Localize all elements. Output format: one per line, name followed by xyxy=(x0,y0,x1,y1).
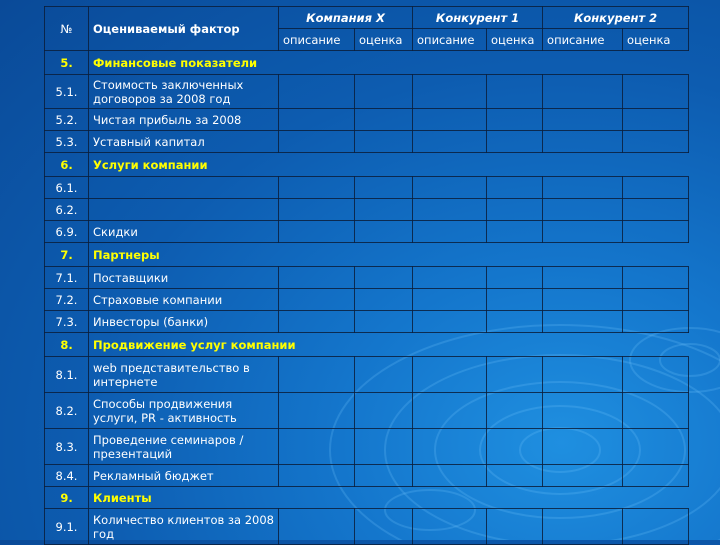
competitor-2-rating-cell[interactable] xyxy=(623,509,689,545)
header-num-label: № xyxy=(60,21,73,36)
competitor-2-description-cell[interactable] xyxy=(543,177,623,199)
table-row xyxy=(45,357,689,393)
competitor-2-rating-cell[interactable] xyxy=(623,429,689,465)
company-x-rating-cell[interactable] xyxy=(355,311,413,333)
header-competitor-2: Конкурент 2 xyxy=(543,7,689,29)
row-number: 7.3. xyxy=(45,311,89,333)
header-factor-label: Оцениваемый фактор xyxy=(93,21,240,36)
competitor-1-rating-cell[interactable] xyxy=(487,429,543,465)
table-row xyxy=(45,221,689,243)
competitor-1-description-cell[interactable] xyxy=(413,393,487,429)
competitor-1-rating-cell[interactable] xyxy=(487,75,543,109)
table-row xyxy=(45,465,689,487)
competitor-1-rating-cell[interactable] xyxy=(487,267,543,289)
competitor-1-description-cell[interactable] xyxy=(413,465,487,487)
competitor-1-rating-cell[interactable] xyxy=(487,393,543,429)
company-x-rating-cell[interactable] xyxy=(355,429,413,465)
company-x-description-cell[interactable] xyxy=(279,393,355,429)
competitor-1-rating-cell[interactable] xyxy=(487,289,543,311)
competitor-1-description-cell[interactable] xyxy=(413,311,487,333)
competitor-1-description-cell[interactable] xyxy=(413,267,487,289)
company-x-description-cell[interactable] xyxy=(279,357,355,393)
competitor-1-rating-cell[interactable] xyxy=(487,221,543,243)
factor-label: Поставщики xyxy=(89,267,279,289)
sub-description-company-x: описание xyxy=(279,29,355,51)
company-x-description-cell[interactable] xyxy=(279,109,355,131)
table-row xyxy=(45,393,689,429)
competitor-1-rating-cell[interactable] xyxy=(487,509,543,545)
competitor-2-description-cell[interactable] xyxy=(543,131,623,153)
competitor-2-description-cell[interactable] xyxy=(543,357,623,393)
company-x-description-cell[interactable] xyxy=(279,177,355,199)
header-company-x: Компания X xyxy=(279,7,413,29)
row-number: 7.2. xyxy=(45,289,89,311)
row-number: 5.2. xyxy=(45,109,89,131)
row-number: 8.3. xyxy=(45,429,89,465)
section-row xyxy=(45,153,689,177)
section-title: Услуги компании xyxy=(89,153,689,177)
factor-label: Скидки xyxy=(89,221,279,243)
company-x-rating-cell[interactable] xyxy=(355,509,413,545)
competitor-2-rating-cell[interactable] xyxy=(623,393,689,429)
company-x-rating-cell[interactable] xyxy=(355,199,413,221)
competitor-1-rating-cell[interactable] xyxy=(487,109,543,131)
company-x-description-cell[interactable] xyxy=(279,509,355,545)
table-row xyxy=(45,109,689,131)
competitor-2-description-cell[interactable] xyxy=(543,393,623,429)
section-title: Продвижение услуг компании xyxy=(89,333,689,357)
table-row xyxy=(45,267,689,289)
competitor-2-description-cell[interactable] xyxy=(543,465,623,487)
table-row xyxy=(45,289,689,311)
table-row xyxy=(45,509,689,545)
competitor-1-description-cell[interactable] xyxy=(413,75,487,109)
factor-label: Уставный капитал xyxy=(89,131,279,153)
sub-description-competitor-1: описание xyxy=(413,29,487,51)
competitor-1-description-cell[interactable] xyxy=(413,289,487,311)
company-x-rating-cell[interactable] xyxy=(355,131,413,153)
competitor-2-description-cell[interactable] xyxy=(543,289,623,311)
competitor-2-rating-cell[interactable] xyxy=(623,109,689,131)
company-x-rating-cell[interactable] xyxy=(355,75,413,109)
table-row xyxy=(45,199,689,221)
table-row xyxy=(45,131,689,153)
row-number: 8.4. xyxy=(45,465,89,487)
header-factor-cell xyxy=(89,7,279,51)
competitor-2-description-cell[interactable] xyxy=(543,267,623,289)
company-x-description-cell[interactable] xyxy=(279,267,355,289)
company-x-rating-cell[interactable] xyxy=(355,221,413,243)
competitor-1-rating-cell[interactable] xyxy=(487,177,543,199)
competitor-2-rating-cell[interactable] xyxy=(623,131,689,153)
row-number: 6.1. xyxy=(45,177,89,199)
sub-rating-competitor-1: оценка xyxy=(487,29,543,51)
competitor-2-rating-cell[interactable] xyxy=(623,357,689,393)
factor-label: Количество клиентов за 2008 год xyxy=(89,509,279,545)
row-number: 5.1. xyxy=(45,75,89,109)
table-row xyxy=(45,75,689,109)
company-x-description-cell[interactable] xyxy=(279,311,355,333)
company-x-description-cell[interactable] xyxy=(279,221,355,243)
competitor-2-rating-cell[interactable] xyxy=(623,199,689,221)
competitor-2-rating-cell[interactable] xyxy=(623,267,689,289)
company-x-rating-cell[interactable] xyxy=(355,109,413,131)
section-title: Партнеры xyxy=(89,243,689,267)
section-row xyxy=(45,333,689,357)
row-number: 5.3. xyxy=(45,131,89,153)
company-x-rating-cell[interactable] xyxy=(355,289,413,311)
sub-description-competitor-2: описание xyxy=(543,29,623,51)
competitor-2-rating-cell[interactable] xyxy=(623,289,689,311)
header-num-cell xyxy=(45,7,89,51)
section-row xyxy=(45,243,689,267)
competitor-1-rating-cell[interactable] xyxy=(487,357,543,393)
table-row xyxy=(45,429,689,465)
competitor-2-description-cell[interactable] xyxy=(543,199,623,221)
competitor-1-description-cell[interactable] xyxy=(413,509,487,545)
row-number: 7. xyxy=(45,243,89,267)
competitor-2-rating-cell[interactable] xyxy=(623,465,689,487)
company-x-rating-cell[interactable] xyxy=(355,357,413,393)
factor-label: Проведение семинаров / презентаций xyxy=(89,429,279,465)
company-x-description-cell[interactable] xyxy=(279,75,355,109)
factor-label xyxy=(89,199,279,221)
header-competitor-1: Конкурент 1 xyxy=(413,7,543,29)
table-row xyxy=(45,177,689,199)
factor-label: web представительство в интернете xyxy=(89,357,279,393)
company-x-description-cell[interactable] xyxy=(279,429,355,465)
factor-label: Чистая прибыль за 2008 xyxy=(89,109,279,131)
company-x-rating-cell[interactable] xyxy=(355,393,413,429)
factor-label: Инвесторы (банки) xyxy=(89,311,279,333)
competitor-1-rating-cell[interactable] xyxy=(487,199,543,221)
competitor-2-description-cell[interactable] xyxy=(543,429,623,465)
section-row xyxy=(45,51,689,75)
competitor-2-description-cell[interactable] xyxy=(543,221,623,243)
row-number: 9. xyxy=(45,487,89,509)
factor-label xyxy=(89,177,279,199)
company-x-description-cell[interactable] xyxy=(279,289,355,311)
sub-rating-company-x: оценка xyxy=(355,29,413,51)
row-number: 6.2. xyxy=(45,199,89,221)
factor-label: Стоимость заключенных договоров за 2008 год xyxy=(89,75,279,109)
competitor-2-rating-cell[interactable] xyxy=(623,221,689,243)
row-number: 6.9. xyxy=(45,221,89,243)
factor-label: Способы продвижения услуги, PR - активность xyxy=(89,393,279,429)
competitor-1-description-cell[interactable] xyxy=(413,199,487,221)
row-number: 8. xyxy=(45,333,89,357)
comparison-table xyxy=(44,6,689,545)
company-x-rating-cell[interactable] xyxy=(355,267,413,289)
competitor-2-rating-cell[interactable] xyxy=(623,177,689,199)
row-number: 8.2. xyxy=(45,393,89,429)
row-number: 6. xyxy=(45,153,89,177)
competitor-1-description-cell[interactable] xyxy=(413,429,487,465)
company-x-description-cell[interactable] xyxy=(279,465,355,487)
row-number: 7.1. xyxy=(45,267,89,289)
competitor-1-description-cell[interactable] xyxy=(413,357,487,393)
competitor-1-rating-cell[interactable] xyxy=(487,311,543,333)
factor-label: Страховые компании xyxy=(89,289,279,311)
competitor-2-description-cell[interactable] xyxy=(543,109,623,131)
competitor-2-description-cell[interactable] xyxy=(543,311,623,333)
sub-rating-competitor-2: оценка xyxy=(623,29,689,51)
section-title: Финансовые показатели xyxy=(89,51,689,75)
competitor-1-description-cell[interactable] xyxy=(413,177,487,199)
company-x-description-cell[interactable] xyxy=(279,199,355,221)
competitor-1-rating-cell[interactable] xyxy=(487,465,543,487)
row-number: 8.1. xyxy=(45,357,89,393)
row-number: 9.1. xyxy=(45,509,89,545)
section-title: Клиенты xyxy=(89,487,689,509)
competitor-1-description-cell[interactable] xyxy=(413,221,487,243)
competitor-2-rating-cell[interactable] xyxy=(623,311,689,333)
company-x-description-cell[interactable] xyxy=(279,131,355,153)
company-x-rating-cell[interactable] xyxy=(355,177,413,199)
row-number: 5. xyxy=(45,51,89,75)
competitor-1-description-cell[interactable] xyxy=(413,109,487,131)
company-x-rating-cell[interactable] xyxy=(355,465,413,487)
competitor-2-rating-cell[interactable] xyxy=(623,75,689,109)
section-row xyxy=(45,487,689,509)
table-row xyxy=(45,311,689,333)
competitor-1-rating-cell[interactable] xyxy=(487,131,543,153)
competitor-1-description-cell[interactable] xyxy=(413,131,487,153)
competitor-2-description-cell[interactable] xyxy=(543,75,623,109)
header-row-companies xyxy=(45,7,689,29)
competitor-2-description-cell[interactable] xyxy=(543,509,623,545)
factor-label: Рекламный бюджет xyxy=(89,465,279,487)
